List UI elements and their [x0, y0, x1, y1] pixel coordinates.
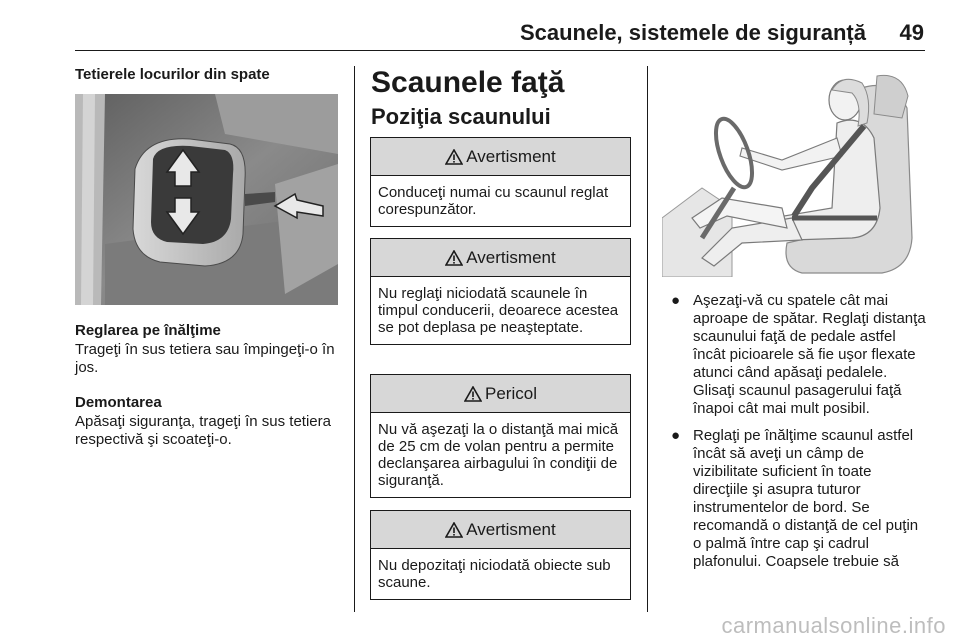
list-item — [668, 427, 930, 571]
removal-title: Demontarea — [75, 394, 162, 411]
warning-label: Avertisment — [466, 247, 556, 267]
warning-triangle-icon — [445, 149, 463, 165]
danger-label: Pericol — [485, 383, 537, 403]
danger-text: Nu vă aşezaţi la o distanţă mai mică de 25 cm de volan pentru a permite declanşarea airbagului în condiţii de siguranţă. — [378, 421, 619, 489]
list-item-text: Aşezaţi-vă cu spatele cât mai aproape de spătar. Reglaţi distanţa scaunului faţă de pedale astfel încât picioarele să fie uşor flexate atunci când apăsaţi pedalele. Glisaţi scaunul pasagerului faţă înapoi cât mai mult posibil. — [693, 292, 926, 417]
warning-box — [370, 238, 631, 345]
column-divider-left — [354, 66, 355, 612]
warning-box-header — [371, 511, 630, 549]
warning-triangle-icon — [445, 522, 463, 538]
seat-position-subtitle: Poziţia scaunului — [371, 104, 551, 129]
page-header-title: Scaunele, sistemele de siguranță — [519, 20, 866, 45]
driver-seat-illustration — [662, 68, 925, 277]
header-rule — [75, 50, 925, 51]
warning-box — [370, 510, 631, 600]
headrest-icon — [75, 94, 338, 305]
warning-box-header — [371, 239, 630, 277]
removal-text: Apăsaţi siguranţa, trageţi în sus tetiera respectivă şi scoateţi-o. — [75, 413, 331, 448]
warning-label: Avertisment — [466, 146, 556, 166]
warning-label: Avertisment — [466, 519, 556, 539]
seat-adjust-bullet-list — [668, 292, 930, 580]
warning-box-header — [371, 138, 630, 176]
warning-box — [370, 137, 631, 227]
headrest-photo — [75, 94, 338, 305]
column-divider-right — [647, 66, 648, 612]
watermark: carmanualsonline.info — [721, 613, 946, 638]
height-adjust-title: Reglarea pe înălţime — [75, 322, 221, 339]
bullet-dot-icon: ● — [671, 427, 681, 444]
list-item-text: Reglaţi pe înălţime scaunul astfel încât să aveţi un câmp de vizibilitate suficient în toate direcţiile şi asupra tuturor instrumentelor de bord. Se recomandă o distanţă de cel puţin o palmă între cap şi cadrul plafonului. Coapsele trebuie să — [693, 427, 919, 570]
page-number: 49 — [899, 20, 924, 45]
height-adjust-text: Trageţi în sus tetiera sau împingeţi-o în jos. — [75, 341, 335, 376]
bullet-dot-icon: ● — [671, 292, 681, 309]
list-item — [668, 292, 930, 418]
danger-box — [370, 374, 631, 498]
front-seats-title: Scaunele faţă — [371, 66, 565, 99]
warning-text: Nu reglaţi niciodată scaunele în timpul conducerii, deoarece acestea se pot deplasa pe neaşteptate. — [378, 285, 619, 336]
rear-headrests-heading: Tetierele locurilor din spate — [75, 66, 270, 83]
warning-triangle-icon — [445, 250, 463, 266]
seated-driver-icon — [662, 68, 925, 277]
warning-text: Nu depozitaţi niciodată obiecte sub scaune. — [378, 557, 611, 591]
warning-text: Conduceţi numai cu scaunul reglat corespunzător. — [378, 184, 609, 218]
warning-triangle-icon — [464, 386, 482, 402]
danger-box-header — [371, 375, 630, 413]
